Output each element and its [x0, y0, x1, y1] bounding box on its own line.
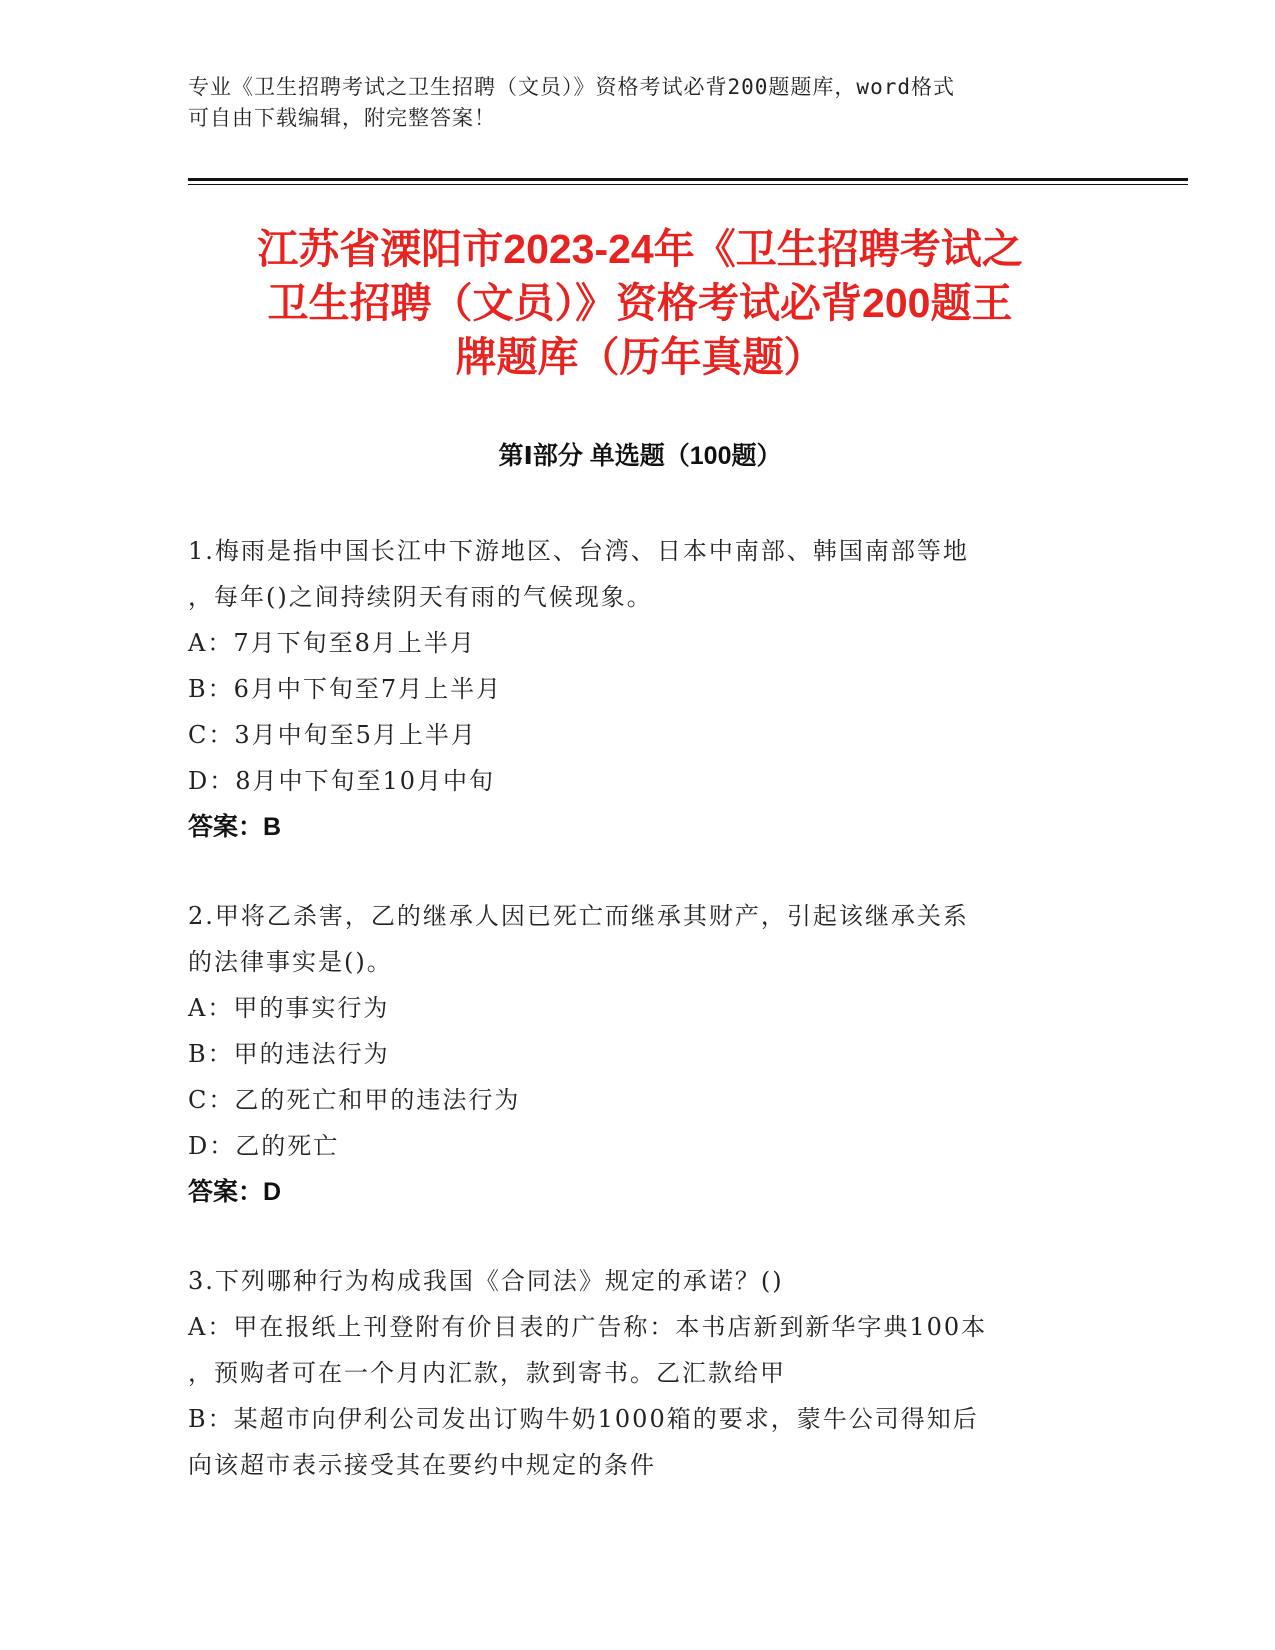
option-c: C：3月中旬至5月上半月 — [188, 721, 477, 749]
question-item — [188, 528, 1068, 850]
question-stem-line: 的法律事实是()。 — [188, 948, 393, 976]
question-stem-line: 1.梅雨是指中国长江中下游地区、台湾、日本中南部、韩国南部等地 — [188, 537, 969, 565]
option-b: B：6月中下旬至7月上半月 — [188, 675, 503, 703]
title-line: 江苏省溧阳市2023-24年《卫生招聘考试之 — [257, 226, 1023, 272]
header-divider-thick — [188, 178, 1188, 181]
answer-label: 答案：B — [188, 813, 282, 841]
option-a: A：甲的事实行为 — [188, 994, 390, 1022]
option-a: A：甲在报纸上刊登附有价目表的广告称：本书店新到新华字典100本 — [188, 1313, 988, 1341]
title-line: 卫生招聘（文员）》资格考试必背200题王 — [267, 280, 1013, 326]
question-item — [188, 1258, 1068, 1488]
question-item — [188, 893, 1068, 1215]
header-divider-thin — [188, 184, 1188, 185]
header-note-line: 专业《卫生招聘考试之卫生招聘（文员）》资格考试必背200题题库，word格式 — [188, 75, 955, 99]
option-b: B：某超市向伊利公司发出订购牛奶1000箱的要求，蒙牛公司得知后 — [188, 1405, 979, 1433]
option-d: D：8月中下旬至10月中旬 — [188, 767, 496, 795]
option-d: D：乙的死亡 — [188, 1132, 340, 1160]
option-b: B：甲的违法行为 — [188, 1040, 390, 1068]
answer-label: 答案：D — [188, 1178, 282, 1206]
option-b-continued: 向该超市表示接受其在要约中规定的条件 — [188, 1451, 656, 1479]
option-a-continued: ，预购者可在一个月内汇款，款到寄书。乙汇款给甲 — [188, 1359, 786, 1387]
question-stem-line: ，每年()之间持续阴天有雨的气候现象。 — [188, 583, 653, 611]
document-title — [160, 222, 1120, 384]
title-line: 牌题库（历年真题） — [455, 334, 825, 380]
option-a: A：7月下旬至8月上半月 — [188, 629, 476, 657]
question-stem-line: 2.甲将乙杀害，乙的继承人因已死亡而继承其财产，引起该继承关系 — [188, 902, 969, 930]
option-c: C：乙的死亡和甲的违法行为 — [188, 1086, 521, 1114]
header-note — [188, 72, 1068, 134]
question-stem-line: 3.下列哪种行为构成我国《合同法》规定的承诺？() — [188, 1267, 784, 1295]
section-heading: 第Ⅰ部分 单选题（100题） — [498, 442, 782, 470]
header-note-line: 可自由下载编辑，附完整答案！ — [188, 106, 496, 130]
question-list — [188, 528, 1068, 1531]
